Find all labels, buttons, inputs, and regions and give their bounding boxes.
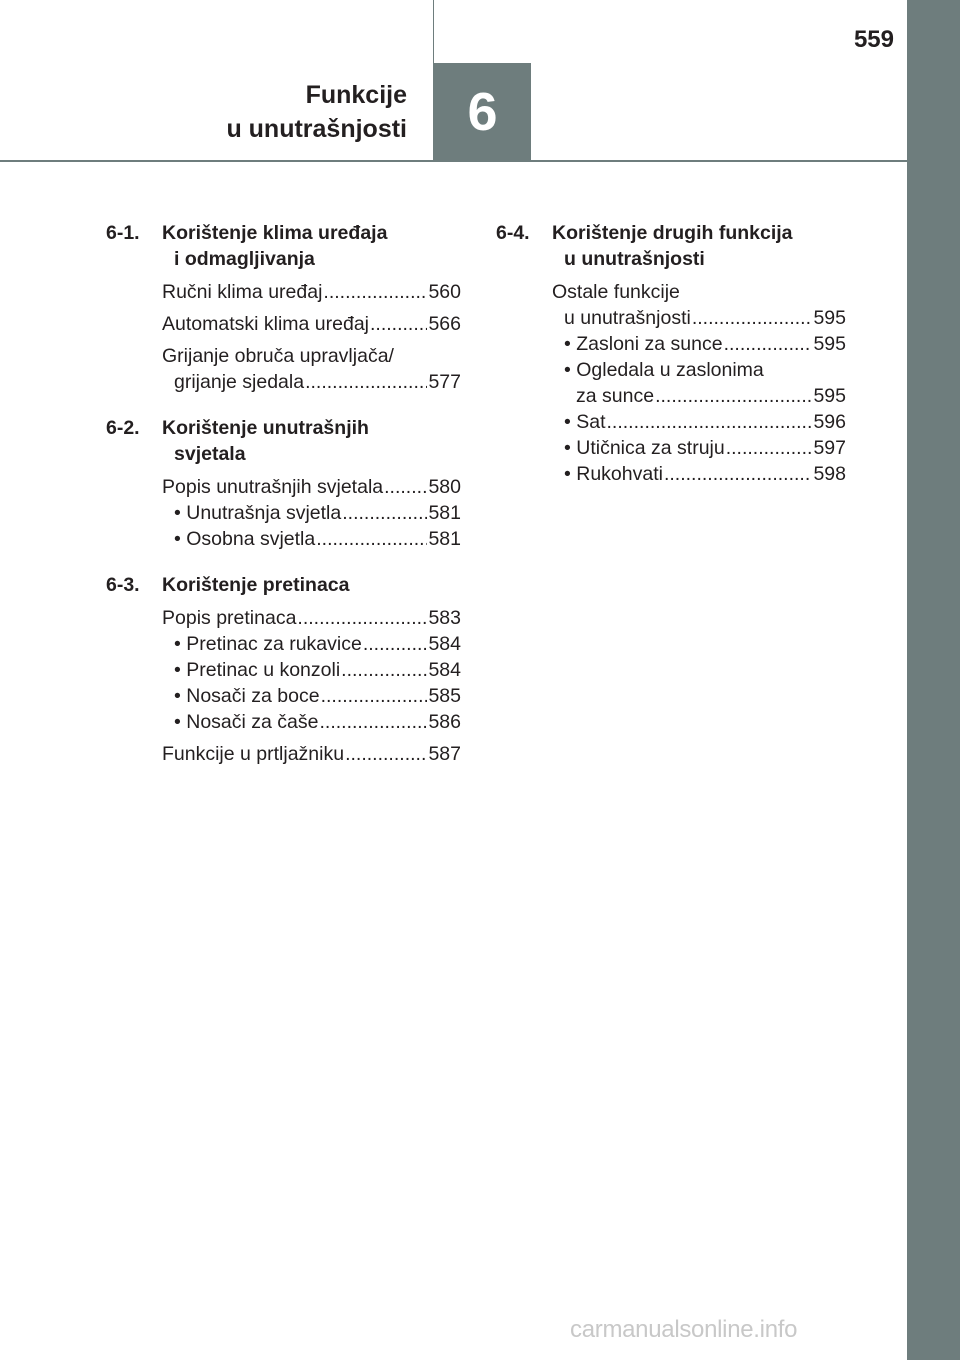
dot-leader bbox=[384, 474, 427, 500]
toc-entry-page: 581 bbox=[428, 502, 461, 524]
section-title-line2: u unutrašnjosti bbox=[564, 248, 705, 270]
toc-entry-page: 586 bbox=[428, 711, 461, 733]
toc-entry-label: Funkcije u prtljažniku bbox=[162, 743, 345, 765]
toc-entry[interactable] bbox=[552, 357, 846, 409]
toc-entry-label: • Zasloni za sunce bbox=[564, 333, 723, 355]
toc-entry-label: • Pretinac za rukavice bbox=[174, 633, 362, 655]
toc-entry-page: 595 bbox=[813, 385, 846, 407]
section-title-line1: Korištenje pretinaca bbox=[162, 574, 350, 596]
toc-entry-page: 596 bbox=[813, 411, 846, 433]
toc-entry-label: grijanje sjedala bbox=[174, 371, 305, 393]
toc-entry[interactable] bbox=[162, 526, 461, 552]
toc-section-6-4 bbox=[496, 220, 846, 487]
section-number: 6-1. bbox=[106, 222, 140, 244]
toc-entry-page: 598 bbox=[813, 463, 846, 485]
dot-leader bbox=[664, 461, 812, 487]
toc-section-6-2 bbox=[106, 415, 461, 552]
chapter-title bbox=[150, 78, 407, 146]
toc-entry[interactable] bbox=[162, 605, 461, 631]
dot-leader bbox=[316, 526, 427, 552]
toc-entry[interactable] bbox=[552, 461, 846, 487]
toc-entry-label: • Unutrašnja svjetla bbox=[174, 502, 342, 524]
section-title-line1: Korištenje drugih funkcija bbox=[552, 222, 793, 244]
toc-entry-label: • Utičnica za struju bbox=[564, 437, 725, 459]
toc-entry[interactable] bbox=[162, 474, 461, 500]
toc-entry-page: 595 bbox=[813, 307, 846, 329]
section-number: 6-3. bbox=[106, 574, 140, 596]
toc-section-6-3 bbox=[106, 572, 461, 767]
toc-entry-label: Popis unutrašnjih svjetala bbox=[162, 476, 384, 498]
dot-leader bbox=[323, 279, 427, 305]
toc-entry-label-line1: Ostale funkcije bbox=[552, 281, 680, 303]
dot-leader bbox=[726, 435, 813, 461]
toc-entry-page: 584 bbox=[428, 633, 461, 655]
toc-entry-page: 580 bbox=[428, 476, 461, 498]
toc-entry[interactable] bbox=[162, 343, 461, 395]
dot-leader bbox=[724, 331, 813, 357]
dot-leader bbox=[321, 683, 428, 709]
toc-entry[interactable] bbox=[162, 631, 461, 657]
section-heading[interactable] bbox=[106, 415, 461, 467]
section-title-line1: Korištenje klima uređaja bbox=[162, 222, 388, 244]
dot-leader bbox=[319, 709, 427, 735]
toc-entry[interactable] bbox=[162, 311, 461, 337]
toc-section-6-1 bbox=[106, 220, 461, 395]
section-heading[interactable] bbox=[496, 220, 846, 272]
dot-leader bbox=[341, 657, 427, 683]
chapter-title-line1: Funkcije bbox=[305, 81, 407, 109]
dot-leader bbox=[297, 605, 427, 631]
toc-entry-label: • Nosači za čaše bbox=[174, 711, 319, 733]
section-title-line2: i odmagljivanja bbox=[174, 248, 315, 270]
toc-left-column bbox=[106, 220, 461, 787]
toc-entry-label: • Nosači za boce bbox=[174, 685, 320, 707]
dot-leader bbox=[370, 311, 427, 337]
section-heading[interactable] bbox=[106, 220, 461, 272]
section-heading[interactable] bbox=[106, 572, 461, 598]
toc-entry-page: 587 bbox=[428, 743, 461, 765]
dot-leader bbox=[342, 500, 427, 526]
toc-entry[interactable] bbox=[552, 331, 846, 357]
section-title-line2: svjetala bbox=[174, 443, 246, 465]
toc-entry[interactable] bbox=[552, 409, 846, 435]
toc-entry[interactable] bbox=[162, 279, 461, 305]
chapter-side-bar bbox=[907, 0, 960, 1360]
section-number: 6-4. bbox=[496, 222, 530, 244]
dot-leader bbox=[607, 409, 813, 435]
toc-entry-label: u unutrašnjosti bbox=[564, 307, 691, 329]
toc-entry-page: 583 bbox=[428, 607, 461, 629]
toc-entry-label-line1: Grijanje obruča upravljača/ bbox=[162, 345, 394, 367]
toc-entry-page: 597 bbox=[813, 437, 846, 459]
toc-right-column bbox=[496, 220, 846, 507]
toc-entry[interactable] bbox=[552, 279, 846, 331]
dot-leader bbox=[363, 631, 428, 657]
toc-entry[interactable] bbox=[162, 683, 461, 709]
dot-leader bbox=[655, 383, 812, 409]
toc-entry-label: za sunce bbox=[576, 385, 655, 407]
dot-leader bbox=[345, 741, 427, 767]
toc-entry[interactable] bbox=[162, 709, 461, 735]
toc-entry[interactable] bbox=[162, 500, 461, 526]
toc-entry-page: 560 bbox=[428, 281, 461, 303]
toc-entry-page: 577 bbox=[428, 371, 461, 393]
section-number: 6-2. bbox=[106, 417, 140, 439]
toc-entry-page: 581 bbox=[428, 528, 461, 550]
chapter-number: 6 bbox=[434, 63, 531, 161]
toc-entry-label: • Osobna svjetla bbox=[174, 528, 316, 550]
section-title-line1: Korištenje unutrašnjih bbox=[162, 417, 369, 439]
toc-entry-page: 585 bbox=[428, 685, 461, 707]
toc-entry-page: 584 bbox=[428, 659, 461, 681]
page-number: 559 bbox=[853, 26, 894, 53]
toc-entry-label: • Sat bbox=[564, 411, 606, 433]
toc-entry-label: Popis pretinaca bbox=[162, 607, 297, 629]
dot-leader bbox=[692, 305, 813, 331]
toc-entry-label: • Rukohvati bbox=[564, 463, 663, 485]
toc-entry[interactable] bbox=[552, 435, 846, 461]
toc-entry[interactable] bbox=[162, 657, 461, 683]
watermark: carmanualsonline.info bbox=[570, 1316, 798, 1343]
toc-entry[interactable] bbox=[162, 741, 461, 767]
toc-entry-label: • Pretinac u konzoli bbox=[174, 659, 341, 681]
toc-entry-label-line1: • Ogledala u zaslonima bbox=[564, 359, 764, 381]
toc-entry-page: 566 bbox=[428, 313, 461, 335]
dot-leader bbox=[305, 369, 427, 395]
toc-entry-label: Ručni klima uređaj bbox=[162, 281, 323, 303]
toc-entry-page: 595 bbox=[813, 333, 846, 355]
toc-entry-label: Automatski klima uređaj bbox=[162, 313, 369, 335]
chapter-title-line2: u unutrašnjosti bbox=[226, 115, 407, 143]
